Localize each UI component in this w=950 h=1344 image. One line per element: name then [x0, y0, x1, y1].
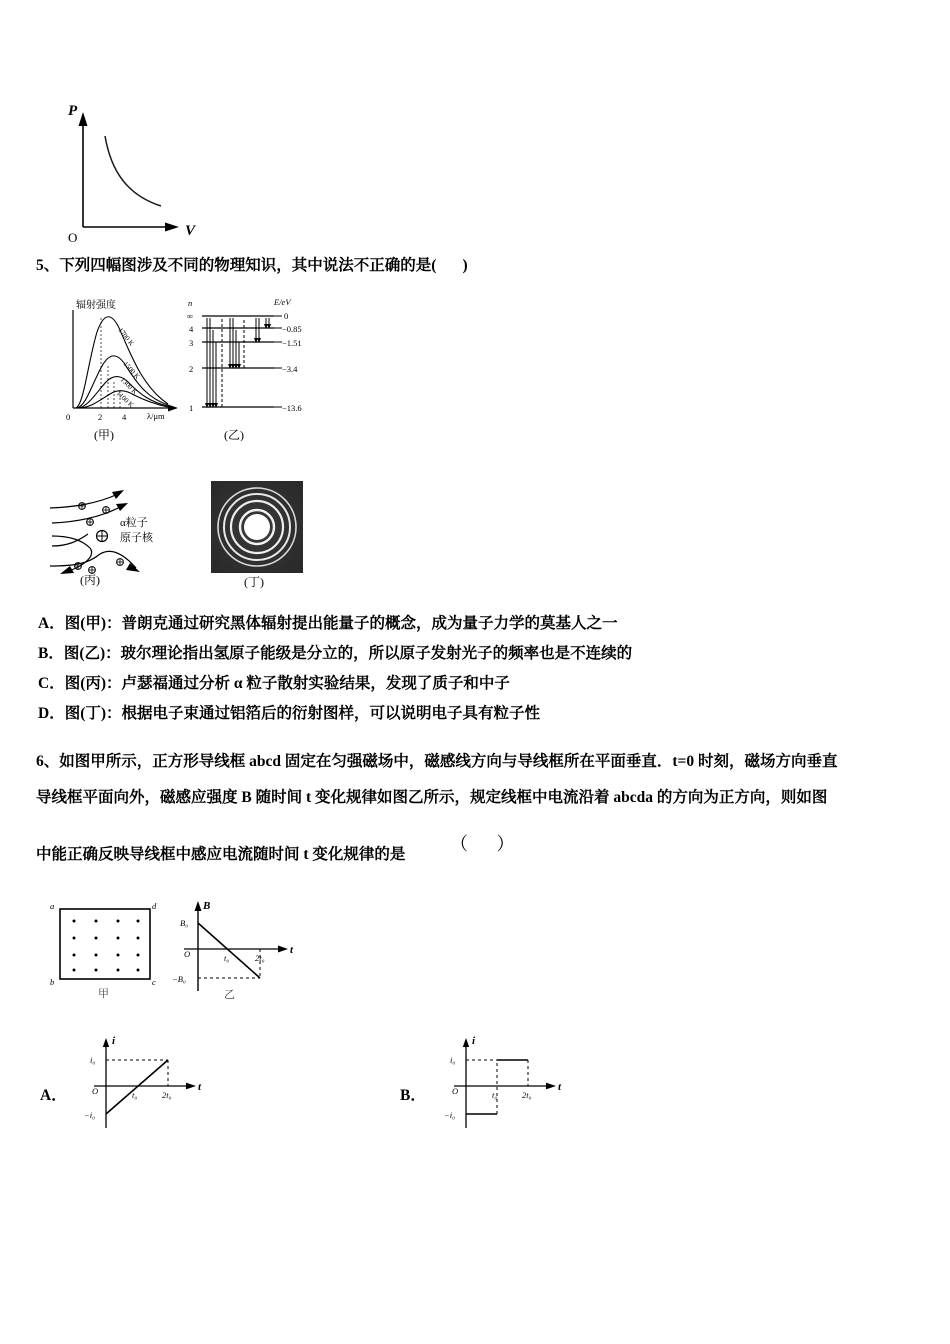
loop-corner-d: d — [152, 901, 157, 911]
answer-paren-text: （ ） — [450, 834, 527, 854]
blackbody-label-1500k: 1500 K — [121, 359, 142, 381]
energy-arrowheads — [205, 324, 271, 408]
energy-n-2: 2 — [189, 364, 194, 374]
blackbody-figure — [44, 292, 199, 442]
pv-x-arrow — [165, 223, 179, 232]
option-d-label: D． — [38, 705, 65, 722]
alpha-scattering-caption: (丙) — [80, 573, 100, 587]
field-dots-out-of-page — [73, 920, 140, 972]
optA-x-axis-label: t — [198, 1081, 202, 1093]
option-c-label: C． — [38, 675, 65, 692]
q6-option-b-label-text: B． — [400, 1087, 426, 1104]
diffraction-center-spot — [244, 514, 270, 540]
question6-stem-line1 — [36, 751, 838, 772]
energy-caption: (乙) — [224, 428, 244, 442]
energy-n-4: 4 — [189, 324, 194, 334]
bt-caption: 乙 — [224, 989, 235, 1001]
question6-stem-line3 — [36, 844, 405, 865]
bt-origin-label: O — [184, 949, 191, 959]
option-a-label: A． — [38, 615, 65, 632]
energy-value-4: −0.85 — [282, 324, 302, 334]
nucleus-symbol — [97, 531, 108, 542]
bt-ymin-label: −B₀ — [172, 974, 186, 984]
bt-y-arrow — [195, 901, 202, 911]
option-c-text: 图(丙)：卢瑟福通过分析 α 粒子散射实验结果，发现了质子和中子 — [64, 675, 510, 692]
loop-caption: 甲 — [98, 988, 109, 1000]
optB-xtick-2t0: 2t₀ — [522, 1090, 532, 1100]
optA-current-line — [106, 1060, 168, 1114]
blackbody-origin-label: 0 — [66, 412, 71, 422]
loop-corner-a: a — [50, 901, 55, 911]
blackbody-xtick-4: 4 — [122, 412, 127, 422]
blackbody-label-1100k: 1100 K — [114, 389, 136, 410]
blackbody-label-1300k: 1300 K — [118, 375, 139, 397]
question6-option-a-graph[interactable] — [76, 1028, 226, 1138]
energy-n-label: n — [188, 298, 193, 308]
optA-ytick-neg-i0: −i₀ — [84, 1110, 96, 1120]
question5-stem-text: 下列四幅图涉及不同的物理知识，其中说法不正确的是( — [59, 257, 437, 274]
pv-figure — [35, 75, 210, 245]
bt-graph-figure — [168, 895, 303, 1000]
question5-stem — [36, 255, 468, 276]
electron-diffraction-caption: (丁) — [244, 575, 264, 589]
nucleus-annotation: 原子核 — [120, 532, 153, 544]
blackbody-x-axis-label: λ/μm — [147, 411, 165, 421]
electron-diffraction-figure — [208, 478, 318, 588]
question5-stem-close: ) — [462, 257, 468, 274]
question6-option-b-graph[interactable] — [436, 1028, 586, 1138]
blackbody-caption: (甲) — [94, 428, 114, 442]
optB-x-arrow — [546, 1083, 556, 1090]
energy-value-inf: 0 — [284, 311, 289, 321]
question6-stem-line2 — [36, 787, 827, 808]
question6-line2: 导线框平面向外，磁感应强度 B 随时间 t 变化规律如图乙所示，规定线框中电流沿着 abcda 的方向为正方向，则如图 — [36, 789, 828, 806]
optA-xtick-t0: t₀ — [132, 1090, 138, 1100]
bt-line — [198, 923, 260, 978]
optA-y-axis-label: i — [112, 1035, 116, 1047]
optB-ytick-neg-i0: −i₀ — [444, 1110, 456, 1120]
energy-level-figure — [178, 292, 318, 442]
energy-axis-label: E/eV — [274, 297, 291, 307]
blackbody-y-axis-label: 辐射强度 — [76, 300, 116, 311]
question6-answer-paren[interactable] — [450, 830, 527, 856]
question5-option-d[interactable] — [38, 701, 540, 723]
blackbody-x-arrow — [168, 405, 178, 412]
question6-option-a-label[interactable] — [40, 1083, 67, 1105]
energy-n-3: 3 — [189, 338, 194, 348]
energy-value-1: −13.6 — [282, 403, 302, 413]
question5-option-b[interactable] — [38, 641, 632, 663]
bt-xtick-2t0: 2t₀ — [255, 953, 265, 963]
pv-curve — [105, 136, 161, 206]
option-a-text: 图(甲)：普朗克通过研究黑体辐射提出能量子的概念，成为量子力学的莫基人之一 — [64, 615, 618, 632]
blackbody-label-1700k: 1700 K — [116, 326, 136, 348]
optA-origin-label: O — [92, 1086, 99, 1096]
option-b-label: B． — [38, 645, 64, 662]
optB-x-axis-label: t — [558, 1081, 562, 1093]
optB-y-axis-label: i — [472, 1035, 476, 1047]
question5-option-c[interactable] — [38, 671, 510, 693]
energy-n-inf: ∞ — [187, 311, 194, 321]
question6-number: 6、 — [36, 753, 60, 770]
pv-y-arrow — [79, 112, 88, 126]
pv-origin-label: O — [68, 230, 78, 245]
question6-option-b-label[interactable] — [400, 1083, 426, 1105]
optB-xtick-t0: t₀ — [492, 1090, 498, 1100]
option-b-text: 图(乙)：玻尔理论指出氢原子能级是分立的，所以原子发射光子的频率也是不连续的 — [63, 645, 633, 662]
energy-transition-arrows — [207, 318, 269, 407]
loop-square — [60, 909, 150, 979]
loop-figure — [42, 895, 172, 1000]
bt-x-axis-label: t — [290, 944, 294, 956]
question6-line1: 如图甲所示，正方形导线框 abcd 固定在匀强磁场中，磁感线方向与导线框所在平面垂直．t=0 时刻，磁场方向垂直 — [59, 753, 838, 770]
loop-corner-b: b — [50, 977, 55, 987]
question6-line3: 中能正确反映导线框中感应电流随时间 t 变化规律的是 — [36, 846, 406, 863]
optB-origin-label: O — [452, 1086, 459, 1096]
bt-ymax-label: B₀ — [180, 918, 189, 928]
q6-option-a-label-text: A． — [40, 1087, 67, 1104]
optB-ytick-i0: i₀ — [450, 1055, 456, 1065]
optB-y-arrow — [463, 1038, 469, 1047]
optA-x-arrow — [186, 1083, 196, 1090]
question5-option-a[interactable] — [38, 611, 618, 633]
optA-y-arrow — [103, 1038, 109, 1047]
pv-y-axis-label: P — [68, 103, 78, 119]
pv-x-axis-label: V — [185, 223, 196, 239]
loop-corner-c: c — [152, 977, 156, 987]
energy-n-1: 1 — [189, 403, 194, 413]
alpha-particle-annotation: α粒子 — [120, 517, 148, 529]
question5-number: 5、 — [36, 257, 60, 274]
bt-y-axis-label: B — [203, 900, 211, 912]
blackbody-xtick-2: 2 — [98, 412, 103, 422]
option-d-text: 图(丁)：根据电子束通过铝箔后的衍射图样，可以说明电子具有粒子性 — [64, 705, 541, 722]
optA-ytick-i0: i₀ — [90, 1055, 96, 1065]
energy-value-3: −1.51 — [282, 338, 302, 348]
optA-xtick-2t0: 2t₀ — [162, 1090, 172, 1100]
bt-x-arrow — [278, 946, 288, 953]
energy-value-2: −3.4 — [282, 364, 298, 374]
bt-xtick-t0: t₀ — [224, 953, 230, 963]
alpha-scattering-figure — [44, 478, 204, 588]
